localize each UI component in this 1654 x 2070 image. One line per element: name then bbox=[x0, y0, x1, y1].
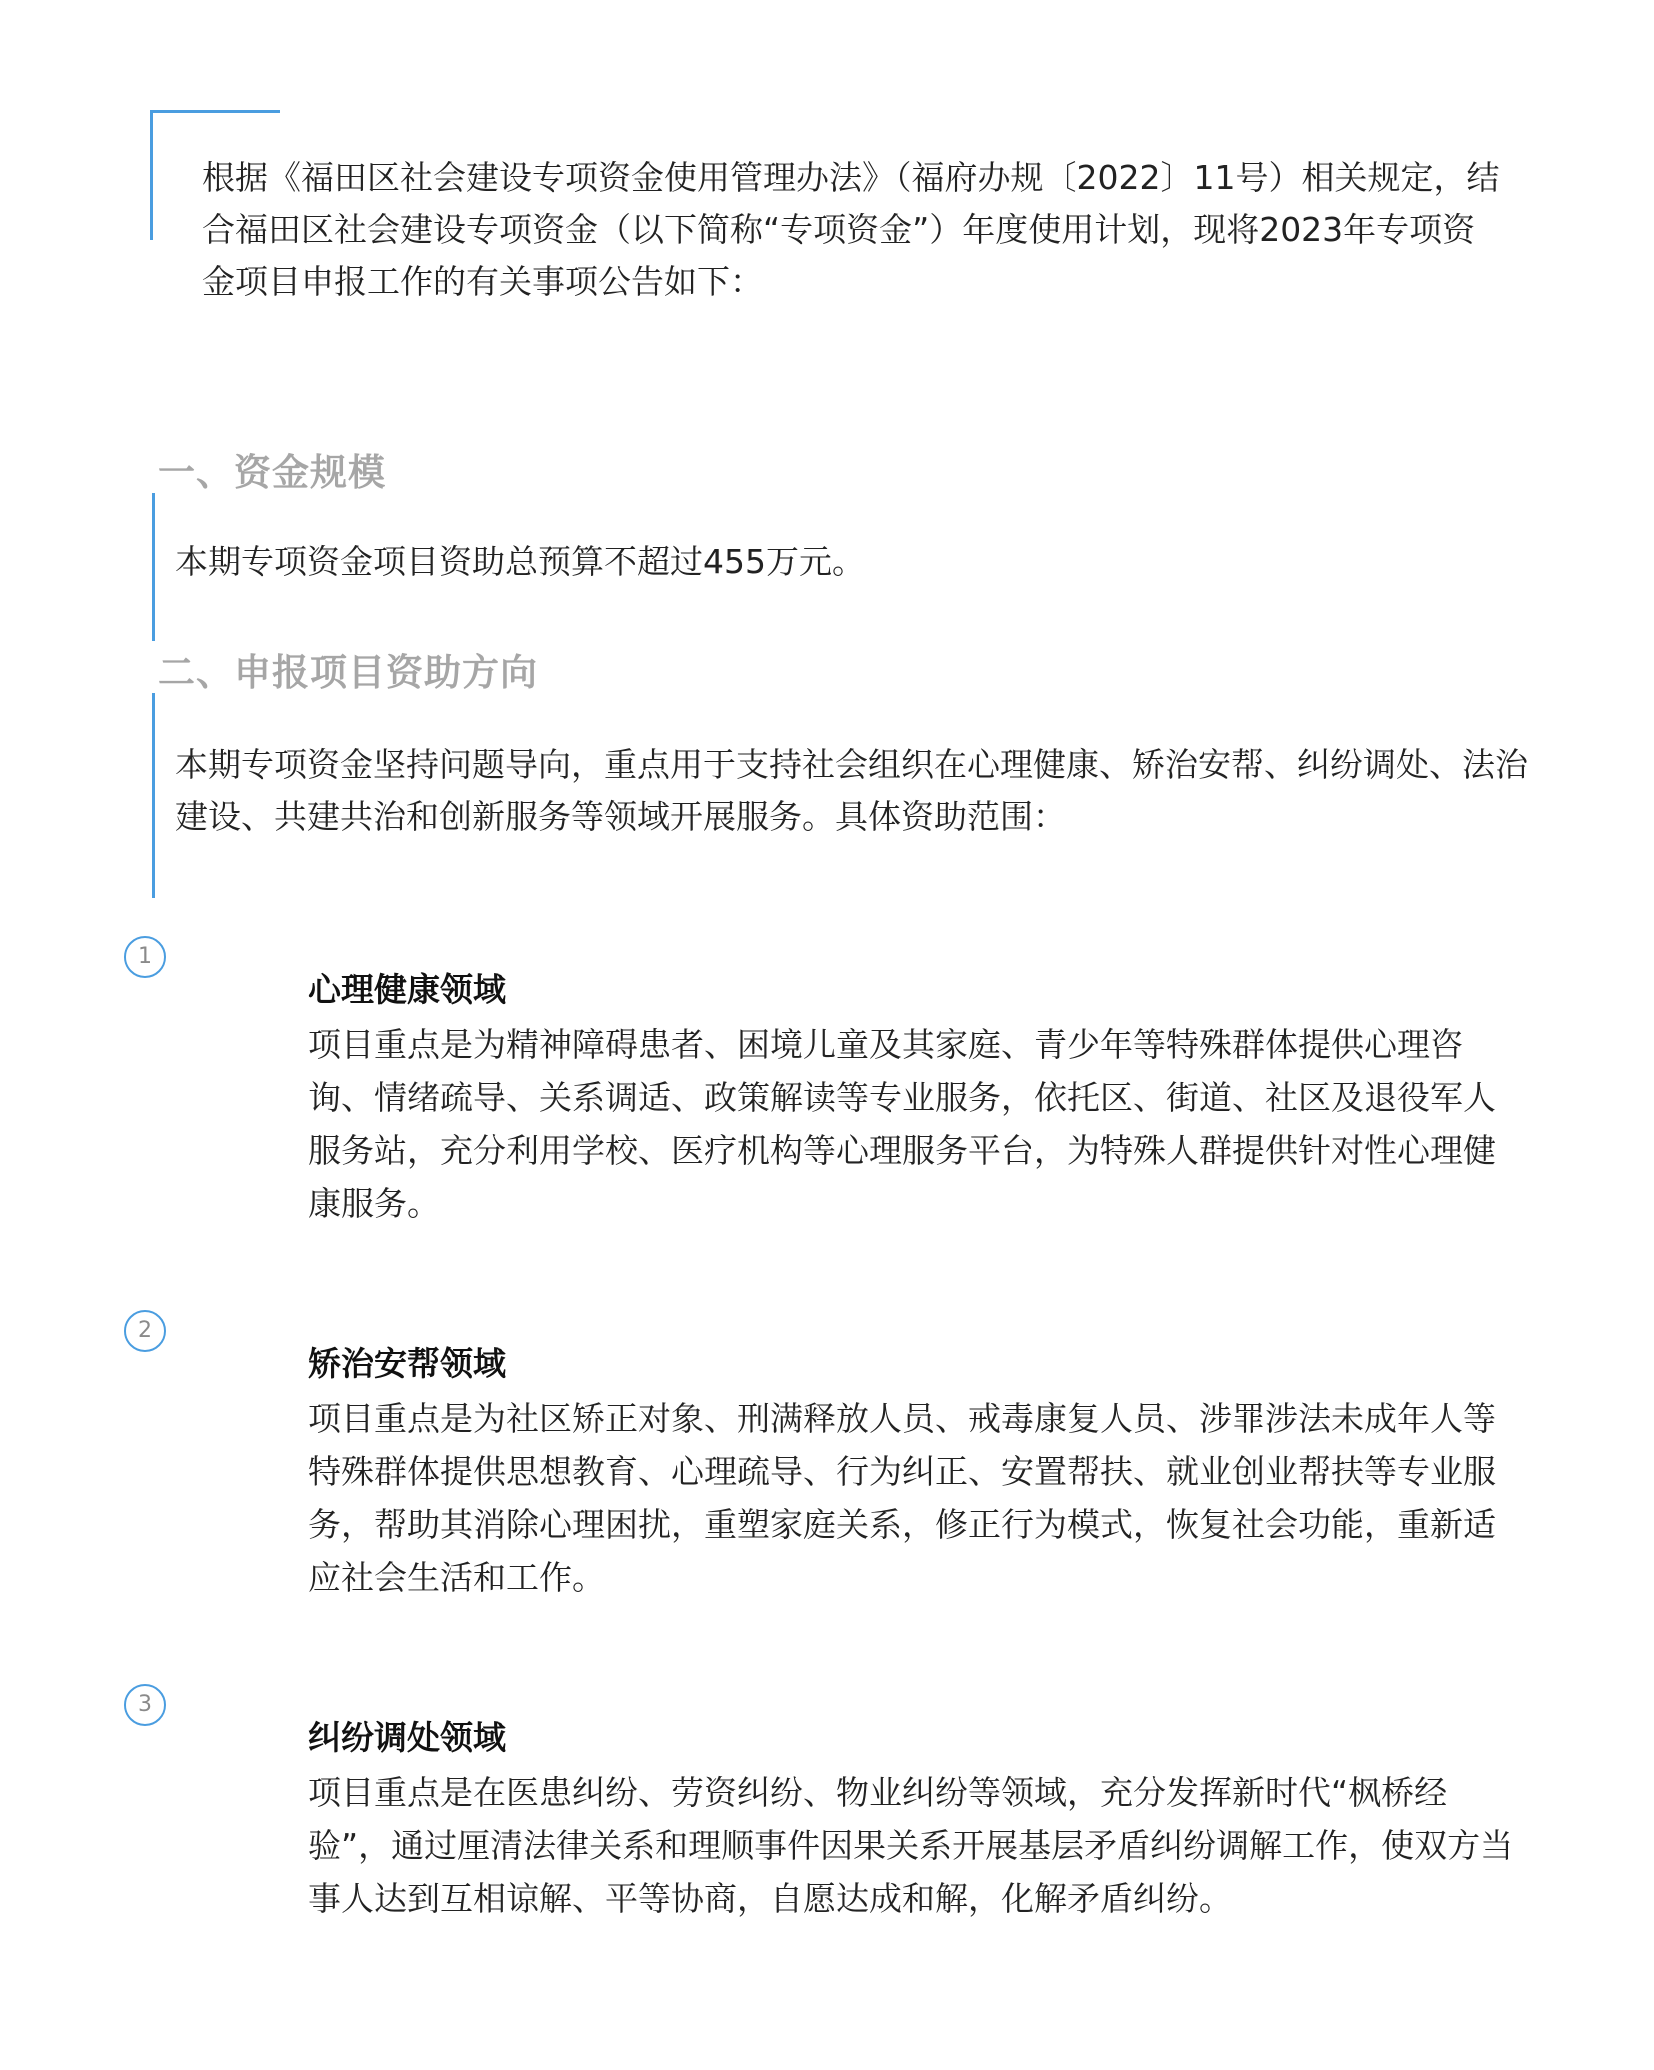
item-title-mental-health: 心理健康领域 bbox=[308, 970, 506, 1009]
item-text-mental-health: 项目重点是为精神障碍患者、困境儿童及其家庭、青少年等特殊群体提供心理咨询、情绪疏导、关系调适、政策解读等专业服务，依托区、街道、社区及退役军人服务站，充分利用学校、医疗机构等心理服务平台，为特殊人群提供针对性心理健康服务。 bbox=[308, 1025, 1496, 1223]
item-title-dispute-mediation: 纠纷调处领域 bbox=[308, 1718, 506, 1757]
intro-bracket-left bbox=[150, 110, 153, 240]
item-text-correction-assistance: 项目重点是为社区矫正对象、刑满释放人员、戒毒康复人员、涉罪涉法未成年人等特殊群体提供思想教育、心理疏导、行为纠正、安置帮扶、就业创业帮扶等专业服务，帮助其消除心理困扰，重塑家庭关系，修正行为模式，恢复社会功能，重新适应社会生活和工作。 bbox=[308, 1399, 1496, 1597]
item-number-badge: 2 bbox=[124, 1310, 166, 1352]
item-title-correction-assistance: 矫治安帮领域 bbox=[308, 1344, 506, 1383]
section-heading-funding-scale: 一、资金规模 bbox=[158, 451, 386, 494]
item-number-badge: 1 bbox=[124, 936, 166, 978]
item-number-badge: 3 bbox=[124, 1684, 166, 1726]
item-text-dispute-mediation: 项目重点是在医患纠纷、劳资纠纷、物业纠纷等领域，充分发挥新时代“枫桥经验”，通过厘清法律关系和理顺事件因果关系开展基层矛盾纠纷调解工作，使双方当事人达到互相谅解、平等协商，自愿达成和解，化解矛盾纠纷。 bbox=[308, 1773, 1514, 1918]
section-accent-line bbox=[152, 493, 155, 641]
intro-bracket-top bbox=[150, 110, 280, 113]
section-body-funding-direction: 本期专项资金坚持问题导向，重点用于支持社会组织在心理健康、矫治安帮、纠纷调处、法治建设、共建共治和创新服务等领域开展服务。具体资助范围： bbox=[175, 745, 1528, 836]
section-accent-line bbox=[152, 693, 155, 898]
section-heading-funding-direction: 二、申报项目资助方向 bbox=[158, 651, 538, 694]
intro-paragraph: 根据《福田区社会建设专项资金使用管理办法》（福府办规〔2022〕11号）相关规定，结合福田区社会建设专项资金（以下简称“专项资金”）年度使用计划，现将2023年专项资金项目申报工作的有关事项公告如下： bbox=[202, 158, 1500, 301]
section-body-funding-scale: 本期专项资金项目资助总预算不超过455万元。 bbox=[175, 542, 865, 581]
